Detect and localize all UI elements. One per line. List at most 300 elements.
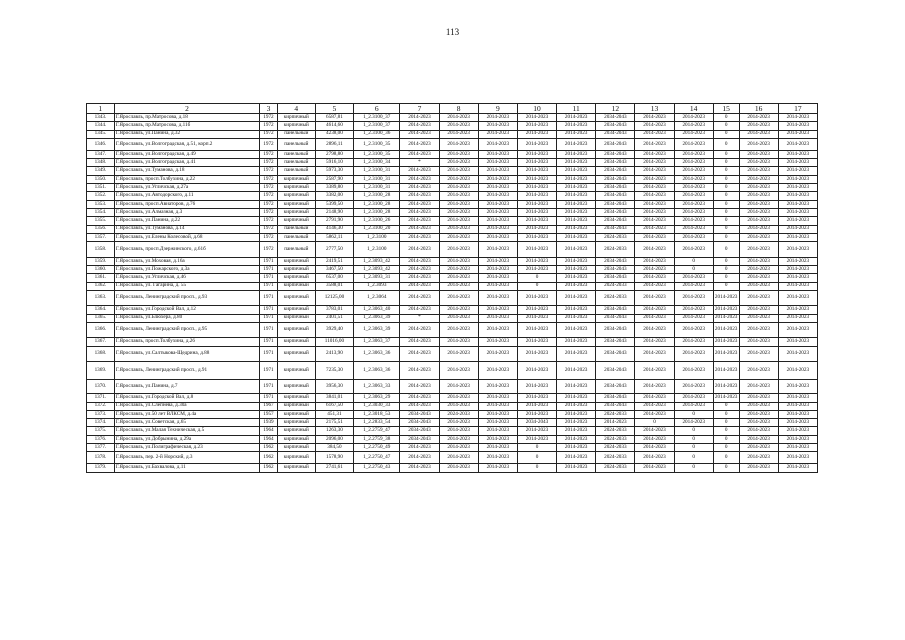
table-cell: 2014-2023 [517,114,556,122]
table-cell: 12125,00 [315,290,353,306]
table-cell: 2014-2023 [739,200,778,208]
table-cell: 2014-2023 [674,184,713,192]
table-cell: 1_2.3100_36 [354,130,400,138]
table-cell: 1964 [260,427,278,435]
table-cell: 2014-2023 [439,225,478,233]
table-cell: 2014-2023 [674,225,713,233]
table-cell: 2014-2023 [557,208,596,216]
table-cell: 1971 [260,362,278,380]
table-cell: 2014-2023 [739,208,778,216]
table-cell: 2014-2023 [557,122,596,130]
table-cell: 2096,00 [315,435,353,443]
table-cell: 4146,30 [315,225,353,233]
table-cell: 2014-2023 [739,225,778,233]
table-cell: 2014-2023 [635,192,674,200]
column-header-1: 1 [87,104,115,114]
table-cell: 2014-2023 [739,362,778,380]
table-cell: 1_2.3063_39 [354,314,400,322]
table-cell: 2014-2023 [439,282,478,290]
table-cell: 2014-2023 [635,282,674,290]
table-cell: 2014-2023 [635,274,674,282]
table-cell: 2014-2023 [739,402,778,410]
table-cell: 2014-2023 [778,159,817,167]
table-cell: 2034-2043 [596,130,635,138]
table-cell: 2014-2023 [635,225,674,233]
table-cell: панельный [277,138,315,150]
table-cell: 2014-2023 [517,362,556,380]
column-header-12: 12 [596,104,635,114]
table-cell: 1972 [260,150,278,158]
table-cell: 2014-2023 [400,184,439,192]
table-cell: 0 [713,435,739,443]
table-cell: 1972 [260,167,278,175]
table-cell: 451,31 [315,410,353,418]
table-cell: 2014-2023 [478,225,517,233]
table-cell: 1972 [260,242,278,258]
address-cell: Г.Ярославль, просп.Толбухина, д.22 [114,175,259,183]
table-cell: 2014-2023 [635,322,674,338]
table-cell: 0 [713,265,739,273]
table-cell: 2014-2023 [557,427,596,435]
table-cell: 3588,01 [315,282,353,290]
table-cell: 2014-2023 [439,200,478,208]
table-cell: 2024-2033 [596,410,635,418]
table-cell: 2014-2023 [739,322,778,338]
table-cell: 1972 [260,159,278,167]
table-cell: 2014-2023 [439,314,478,322]
table-cell: 2014-2023 [778,192,817,200]
table-cell: 2034-2043 [400,410,439,418]
table-cell: 1971 [260,338,278,346]
column-header-11: 11 [557,104,596,114]
table-cell: 1_2.3030_33 [354,402,400,410]
table-cell: 2014-2023 [778,217,817,225]
table-cell: 2014-2023 [439,394,478,402]
row-number-cell: 1357. [87,233,115,241]
table-cell: 2014-2023 [517,346,556,362]
table-cell: 2014-2023 [557,200,596,208]
table-cell: 2014-2023 [739,257,778,265]
table-row [87,159,818,167]
table-cell: кирпичный [277,274,315,282]
table-cell: 3467,50 [315,265,353,273]
table-cell: панельный [277,233,315,241]
table-cell: 2014-2023 [635,290,674,306]
table-cell: 2014-2023 [400,208,439,216]
table-cell: 2014-2023 [439,167,478,175]
address-cell: Г.Ярославль, ул.Панина, д.7 [114,379,259,394]
table-cell: 2014-2023 [635,394,674,402]
table-cell: 1972 [260,184,278,192]
table-cell: 0 [713,217,739,225]
table-cell: 1_2.2750_49 [354,444,400,452]
table-cell: 2014-2023 [400,274,439,282]
row-number-cell: 1363. [87,290,115,306]
table-cell: 2014-2023 [596,419,635,427]
table-cell: 2014-2023 [557,379,596,394]
table-cell: 0 [635,419,674,427]
table-cell: 2014-2023 [439,175,478,183]
table-cell: 2014-2023 [739,338,778,346]
table-cell: 2014-2023 [400,242,439,258]
table-cell: 0 [713,192,739,200]
table-cell: 2014-2023 [517,410,556,418]
table-cell: 2014-2023 [674,167,713,175]
table-cell: 2014-2023 [478,379,517,394]
table-cell: 2034-2043 [596,138,635,150]
table-cell: 1_2.3093_42 [354,265,400,273]
table-cell: 2014-2023 [674,346,713,362]
table-cell: 5973,30 [315,167,353,175]
table-row [87,444,818,452]
row-number-cell: 1352. [87,192,115,200]
table-cell: 2014-2023 [674,402,713,410]
table-cell: 2014-2023 [517,265,556,273]
table-cell: 2014-2023 [478,167,517,175]
row-number-cell: 1343. [87,114,115,122]
table-cell: 2014-2023 [478,394,517,402]
table-cell: 1_2.3063_36 [354,362,400,380]
table-cell: кирпичный [277,452,315,464]
table-cell: 1962 [260,444,278,452]
table-cell: 2798,80 [315,150,353,158]
table-cell: 2014-2023 [739,167,778,175]
table-cell: 2014-2023 [674,217,713,225]
table-cell: 2014-2023 [400,217,439,225]
table-cell: 2014-2023 [478,290,517,306]
table-row [87,150,818,158]
table-cell: 1_2.3100_37 [354,122,400,130]
row-number-cell: 1351. [87,184,115,192]
table-cell: 2034-2043 [596,225,635,233]
table-cell: 2014-2023 [739,346,778,362]
table-cell: 0 [713,150,739,158]
table-cell: 2014-2023 [439,444,478,452]
table-cell: 2014-2023 [778,282,817,290]
row-number-cell: 1372. [87,402,115,410]
address-cell: Г.Ярославль, ул.Панина, д.32 [114,130,259,138]
column-header-14: 14 [674,104,713,114]
table-cell: 1971 [260,346,278,362]
table-cell: 2034-2043 [596,322,635,338]
table-cell: 0 [713,184,739,192]
table-cell: 2014-2023 [778,362,817,380]
table-cell: 2014-2023 [400,192,439,200]
table-cell: 2014-2023 [557,306,596,314]
table-cell: 2014-2023 [674,314,713,322]
table-cell: 2014-2023 [739,184,778,192]
table-cell: 2014-2023 [517,150,556,158]
table-cell: 2014-2023 [635,122,674,130]
table-cell: 2014-2023 [517,225,556,233]
table-cell: 2014-2023 [778,346,817,362]
address-cell: Г.Ярославль, Ленинградский просп., д.93 [114,290,259,306]
table-cell: 2034-2043 [596,379,635,394]
table-cell: 2014-2023 [439,217,478,225]
table-cell: 0 [713,464,739,472]
table-cell: 2014-2023 [478,159,517,167]
column-header-8: 8 [439,104,478,114]
table-cell: 2014-2023 [517,122,556,130]
table-cell: 1964 [260,435,278,443]
table-cell: кирпичный [277,427,315,435]
table-cell: 2014-2023 [517,435,556,443]
table-cell: 2014-2023 [478,265,517,273]
table-cell: 2014-2023 [739,435,778,443]
table-cell: 2014-2023 [557,138,596,150]
table-cell: 2014-2023 [557,410,596,418]
table-cell: 0 [517,274,556,282]
table-cell: 2014-2023 [635,114,674,122]
table-cell: 4614,60 [315,122,353,130]
table-cell: 2014-2023 [635,208,674,216]
column-header-6: 6 [354,104,400,114]
table-cell: 2034-2043 [596,265,635,273]
table-cell: 1972 [260,175,278,183]
address-cell: Г.Ярославль, ул.Полиграфическая, д.23 [114,444,259,452]
table-cell: кирпичный [277,192,315,200]
table-cell: 2034-2043 [596,306,635,314]
table-cell: 6537,00 [315,274,353,282]
table-cell: 2014-2023 [635,233,674,241]
table-cell: 2014-2023 [739,217,778,225]
table-cell: 7235,30 [315,362,353,380]
table-cell: 2014-2023 [517,379,556,394]
table-cell: 0 [674,452,713,464]
table-cell: 2014-2023 [557,362,596,380]
table-cell: 11016,00 [315,338,353,346]
table-cell: 1263,30 [315,427,353,435]
table-row [87,175,818,183]
table-cell: 1972 [260,217,278,225]
table-cell: 2014-2023 [778,233,817,241]
table-cell: 0 [674,464,713,472]
table-cell: 1957 [260,410,278,418]
row-number-cell: 1355. [87,217,115,225]
table-cell: 1972 [260,138,278,150]
table-cell: 2014-2023 [635,427,674,435]
address-cell: Г.Ярославль, ул.Слепнева, д.30а [114,402,259,410]
table-cell: 2419,51 [315,257,353,265]
address-cell: Г.Ярославль, ул.Добрынина, д.29а [114,435,259,443]
table-cell: 2014-2023 [400,306,439,314]
row-number-cell: 1378. [87,452,115,464]
table-cell: 3382,00 [315,192,353,200]
table-cell: 2014-2023 [739,419,778,427]
row-number-cell: 1350. [87,175,115,183]
table-row [87,306,818,314]
table-cell: 2014-2023 [635,130,674,138]
table-cell: 2014-2023 [635,217,674,225]
table-cell: 2014-2023 [635,314,674,322]
table-cell: 2014-2023 [778,225,817,233]
table-cell: 2014-2023 [400,265,439,273]
table-cell: 2014-2023 [674,419,713,427]
table-cell: панельный [277,167,315,175]
table-cell: 2014-2023 [478,122,517,130]
table-cell: 0 [674,410,713,418]
table-cell: 2014-2023 [635,184,674,192]
table-cell: 5862,11 [315,233,353,241]
table-cell: 2014-2023 [439,419,478,427]
table-cell: 2014-2023 [400,282,439,290]
table-cell: 2014-2023 [778,122,817,130]
row-number-cell: 1368. [87,346,115,362]
table-cell: кирпичный [277,419,315,427]
table-cell: 2014-2023 [739,274,778,282]
address-cell: Г.Ярославль, ул.Панина, д.22 [114,217,259,225]
table-cell: 2034-2043 [596,402,635,410]
table-cell: кирпичный [277,435,315,443]
table-cell: 2014-2023 [557,435,596,443]
table-cell: 2014-2023 [674,290,713,306]
table-cell: 2014-2023 [557,175,596,183]
table-cell: 2014-2023 [739,130,778,138]
address-cell: Г.Ярославль, ул.Моховая, д.16а [114,257,259,265]
table-cell: 2014-2023 [439,208,478,216]
table-cell: 1971 [260,265,278,273]
table-cell: 2014-2023 [517,242,556,258]
table-cell: 2014-2023 [674,208,713,216]
table-cell: 2014-2023 [478,435,517,443]
row-number-cell: 1376. [87,435,115,443]
table-cell: 2014-2023 [517,314,556,322]
table-cell: 2014-2023 [400,200,439,208]
address-cell: Г.Ярославль, ул.Угличская, д.27а [114,184,259,192]
table-cell: 2014-2023 [400,394,439,402]
table-cell: 0 [713,274,739,282]
table-cell: 2014-2023 [478,274,517,282]
table-cell: 0 [674,444,713,452]
table-cell: 2014-2023 [400,346,439,362]
table-cell: 2014-2023 [439,322,478,338]
table-cell: 2014-2023 [517,159,556,167]
table-cell: 1972 [260,192,278,200]
table-cell: 2014-2023 [778,265,817,273]
table-cell: 2014-2023 [674,322,713,338]
column-header-13: 13 [635,104,674,114]
table-cell: 2034-2043 [596,217,635,225]
table-cell: 2014-2023 [635,452,674,464]
table-cell: 2014-2023 [739,464,778,472]
table-cell: 2014-2023 [674,138,713,150]
table-cell: кирпичный [277,444,315,452]
address-cell: Г.Ярославль, просп.Дзержинского, д.61б [114,242,259,258]
table-cell: 2741,61 [315,464,353,472]
table-cell: 2014-2023 [478,444,517,452]
table-cell: 0 [713,444,739,452]
table-cell: 2024-2033 [596,282,635,290]
row-number-cell: 1377. [87,444,115,452]
table-row [87,192,818,200]
table-cell: 1_2.2750_43 [354,464,400,472]
table-cell: кирпичный [277,282,315,290]
table-cell: 1_2.3064 [354,290,400,306]
table-cell: 5399,50 [315,200,353,208]
table-cell: 1_2.3100_28 [354,200,400,208]
table-cell: 1_2.3100_28 [354,208,400,216]
table-cell: 5916,10 [315,159,353,167]
table-cell: 2014-2023 [517,200,556,208]
table-cell: 2014-2023 [400,167,439,175]
table-cell: 2034-2043 [596,274,635,282]
table-cell: 2014-2023 [400,257,439,265]
table-cell: 0 [713,200,739,208]
table-row [87,379,818,394]
table-cell: 2014-2023 [778,402,817,410]
table-cell: 2014-2023 [739,192,778,200]
table-cell: 1_2.3100_20 [354,225,400,233]
table-cell: 1972 [260,130,278,138]
table-cell: 2014-2023 [739,114,778,122]
row-number-cell: 1359. [87,257,115,265]
table-cell: 2014-2023 [517,184,556,192]
table-cell: кирпичный [277,410,315,418]
table-row [87,402,818,410]
table-cell: 2014-2023 [635,167,674,175]
table-cell: 2896,11 [315,138,353,150]
table-cell: 2014-2023 [674,175,713,183]
table-cell: 2014-2023 [478,192,517,200]
table-cell: 1_2.2759_47 [354,427,400,435]
table-cell: 2014-2023 [557,192,596,200]
row-number-cell: 1373. [87,410,115,418]
table-cell: 2014-2023 [739,282,778,290]
table-cell: 2014-2023 [517,306,556,314]
table-cell: кирпичный [277,175,315,183]
table-cell: 2014-2023 [739,290,778,306]
table-row [87,452,818,464]
table-row [87,233,818,241]
row-number-cell: 1361. [87,274,115,282]
table-cell: 1_2.3063_37 [354,338,400,346]
table-cell: кирпичный [277,290,315,306]
row-number-cell: 1364. [87,306,115,314]
table-cell: 2014-2023 [713,379,739,394]
table-cell: 2014-2023 [517,175,556,183]
table-cell: 2014-2023 [674,282,713,290]
table-cell: 2014-2023 [478,346,517,362]
address-cell: Г.Ярославль, Ленинградский просп., д.91 [114,362,259,380]
column-header-2: 2 [114,104,259,114]
table-cell: 2014-2023 [557,274,596,282]
table-cell: 2014-2023 [557,150,596,158]
table-cell: 0 [517,452,556,464]
table-cell: 2014-2023 [635,464,674,472]
table-cell: 2014-2023 [635,200,674,208]
table-cell: 2014-2023 [478,217,517,225]
address-cell: Г.Ярославль, ул.Бахвалова, д.11 [114,464,259,472]
table-row [87,394,818,402]
table-cell: 2014-2023 [400,138,439,150]
table-cell: 2014-2023 [400,114,439,122]
table-cell: 2014-2023 [778,208,817,216]
table-cell: 2014-2023 [439,242,478,258]
table-cell: 2014-2023 [778,379,817,394]
table-cell: 2014-2023 [739,159,778,167]
table-cell: 2014-2023 [674,150,713,158]
address-cell: Г.Ярославль, ул.Пожарского, д.3а [114,265,259,273]
table-cell: 2014-2023 [400,122,439,130]
table-cell: 2014-2023 [400,322,439,338]
row-number-cell: 1349. [87,167,115,175]
table-cell: 2014-2023 [478,114,517,122]
table-cell: 1_2.3093 [354,282,400,290]
table-cell: панельный [277,130,315,138]
table-cell: 1972 [260,114,278,122]
table-cell: 0 [713,419,739,427]
table-cell: 2413,90 [315,346,353,362]
